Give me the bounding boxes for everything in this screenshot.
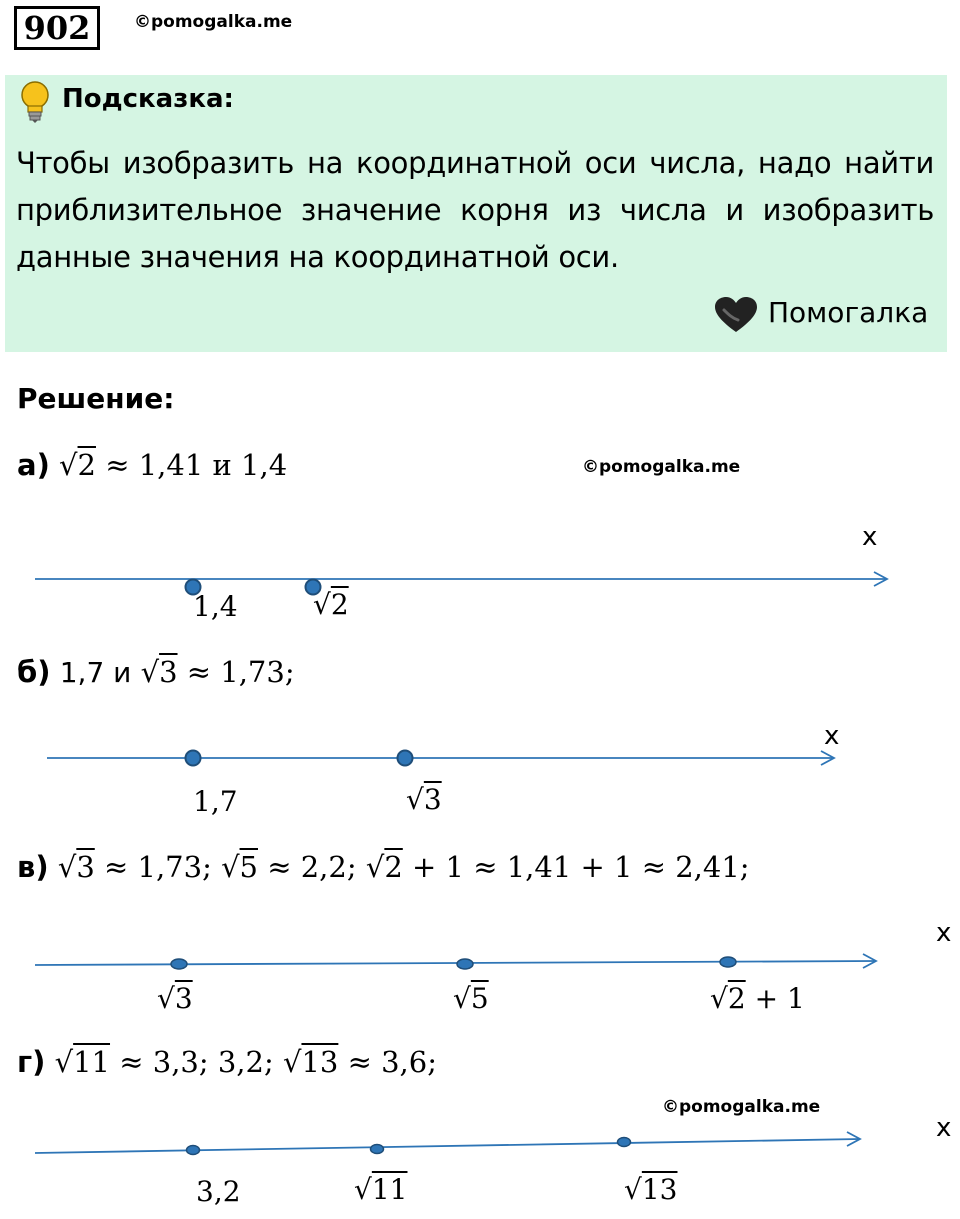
hint-line-3: данные значения на координатной оси. [16,240,619,274]
solution-title: Решение: [17,382,175,415]
point-v-1 [171,959,187,969]
sqrt-13: √13 [282,1045,339,1079]
hint-title: Подсказка: [62,84,234,114]
axis-a [35,572,887,595]
axis-g [35,1132,860,1155]
label-b-1: 1,7 [193,785,238,818]
problem-number: 902 [14,6,100,50]
label-g-1: 3,2 [196,1175,241,1208]
axis-v-line [35,961,876,965]
watermark-g: ©pomogalka.me [662,1097,821,1117]
sqrt-2: √2 [365,850,403,884]
part-b-letter: б) [17,655,51,689]
part-g-seg1: ≈ 3,3; 3,2; [119,1045,274,1079]
part-v-letter: в) [17,850,49,884]
label-g-3: √13 [624,1173,678,1206]
part-v-seg3: + 1 ≈ 1,41 + 1 ≈ 2,41; [412,850,750,884]
label-b-2: √3 [406,783,442,816]
brand-name: Помогалка [768,296,929,329]
watermark-a: ©pomogalka.me [582,457,741,477]
part-v-seg2: ≈ 2,2; [267,850,357,884]
part-a-letter: а) [17,448,50,482]
part-b-pre: 1,7 и [59,656,132,689]
part-g-seg2: ≈ 3,6; [347,1045,437,1079]
point-b-1 [186,751,201,766]
point-v-3 [720,957,736,967]
point-g-3 [618,1138,631,1147]
axis-g-label: x [936,1113,952,1143]
sqrt-5: √5 [221,850,258,884]
label-v-2: √5 [453,982,489,1015]
sqrt-2: √2 [59,448,96,482]
label-v-3: √2 + 1 [710,982,805,1015]
part-g-letter: г) [17,1045,46,1079]
axis-v-label: x [936,918,952,948]
hint-line-2: приблизительное значение корня из числа и изобразить [16,193,934,227]
label-a-1: 1,4 [193,590,238,623]
axis-b [47,751,834,766]
axis-g-line [35,1139,860,1153]
part-a-rest: ≈ 1,41 и 1,4 [105,448,288,482]
label-g-2: √11 [354,1173,408,1206]
sqrt-3: √3 [140,655,178,689]
sqrt-11: √11 [54,1045,111,1079]
point-v-2 [457,959,473,969]
watermark-header: ©pomogalka.me [134,12,293,32]
point-b-2 [398,751,413,766]
label-v-1: √3 [157,982,193,1015]
part-b-rest: ≈ 1,73; [186,655,295,689]
part-v-seg1: ≈ 1,73; [103,850,212,884]
axis-v [35,954,876,969]
sqrt-3: √3 [57,850,95,884]
axis-a-label: x [862,522,878,552]
label-a-2: √2 [313,588,349,621]
hint-line-1: Чтобы изобразить на координатной оси числа, надо найти [16,146,934,180]
point-g-2 [371,1145,384,1154]
axis-b-label: x [824,721,840,751]
point-g-1 [187,1146,200,1155]
